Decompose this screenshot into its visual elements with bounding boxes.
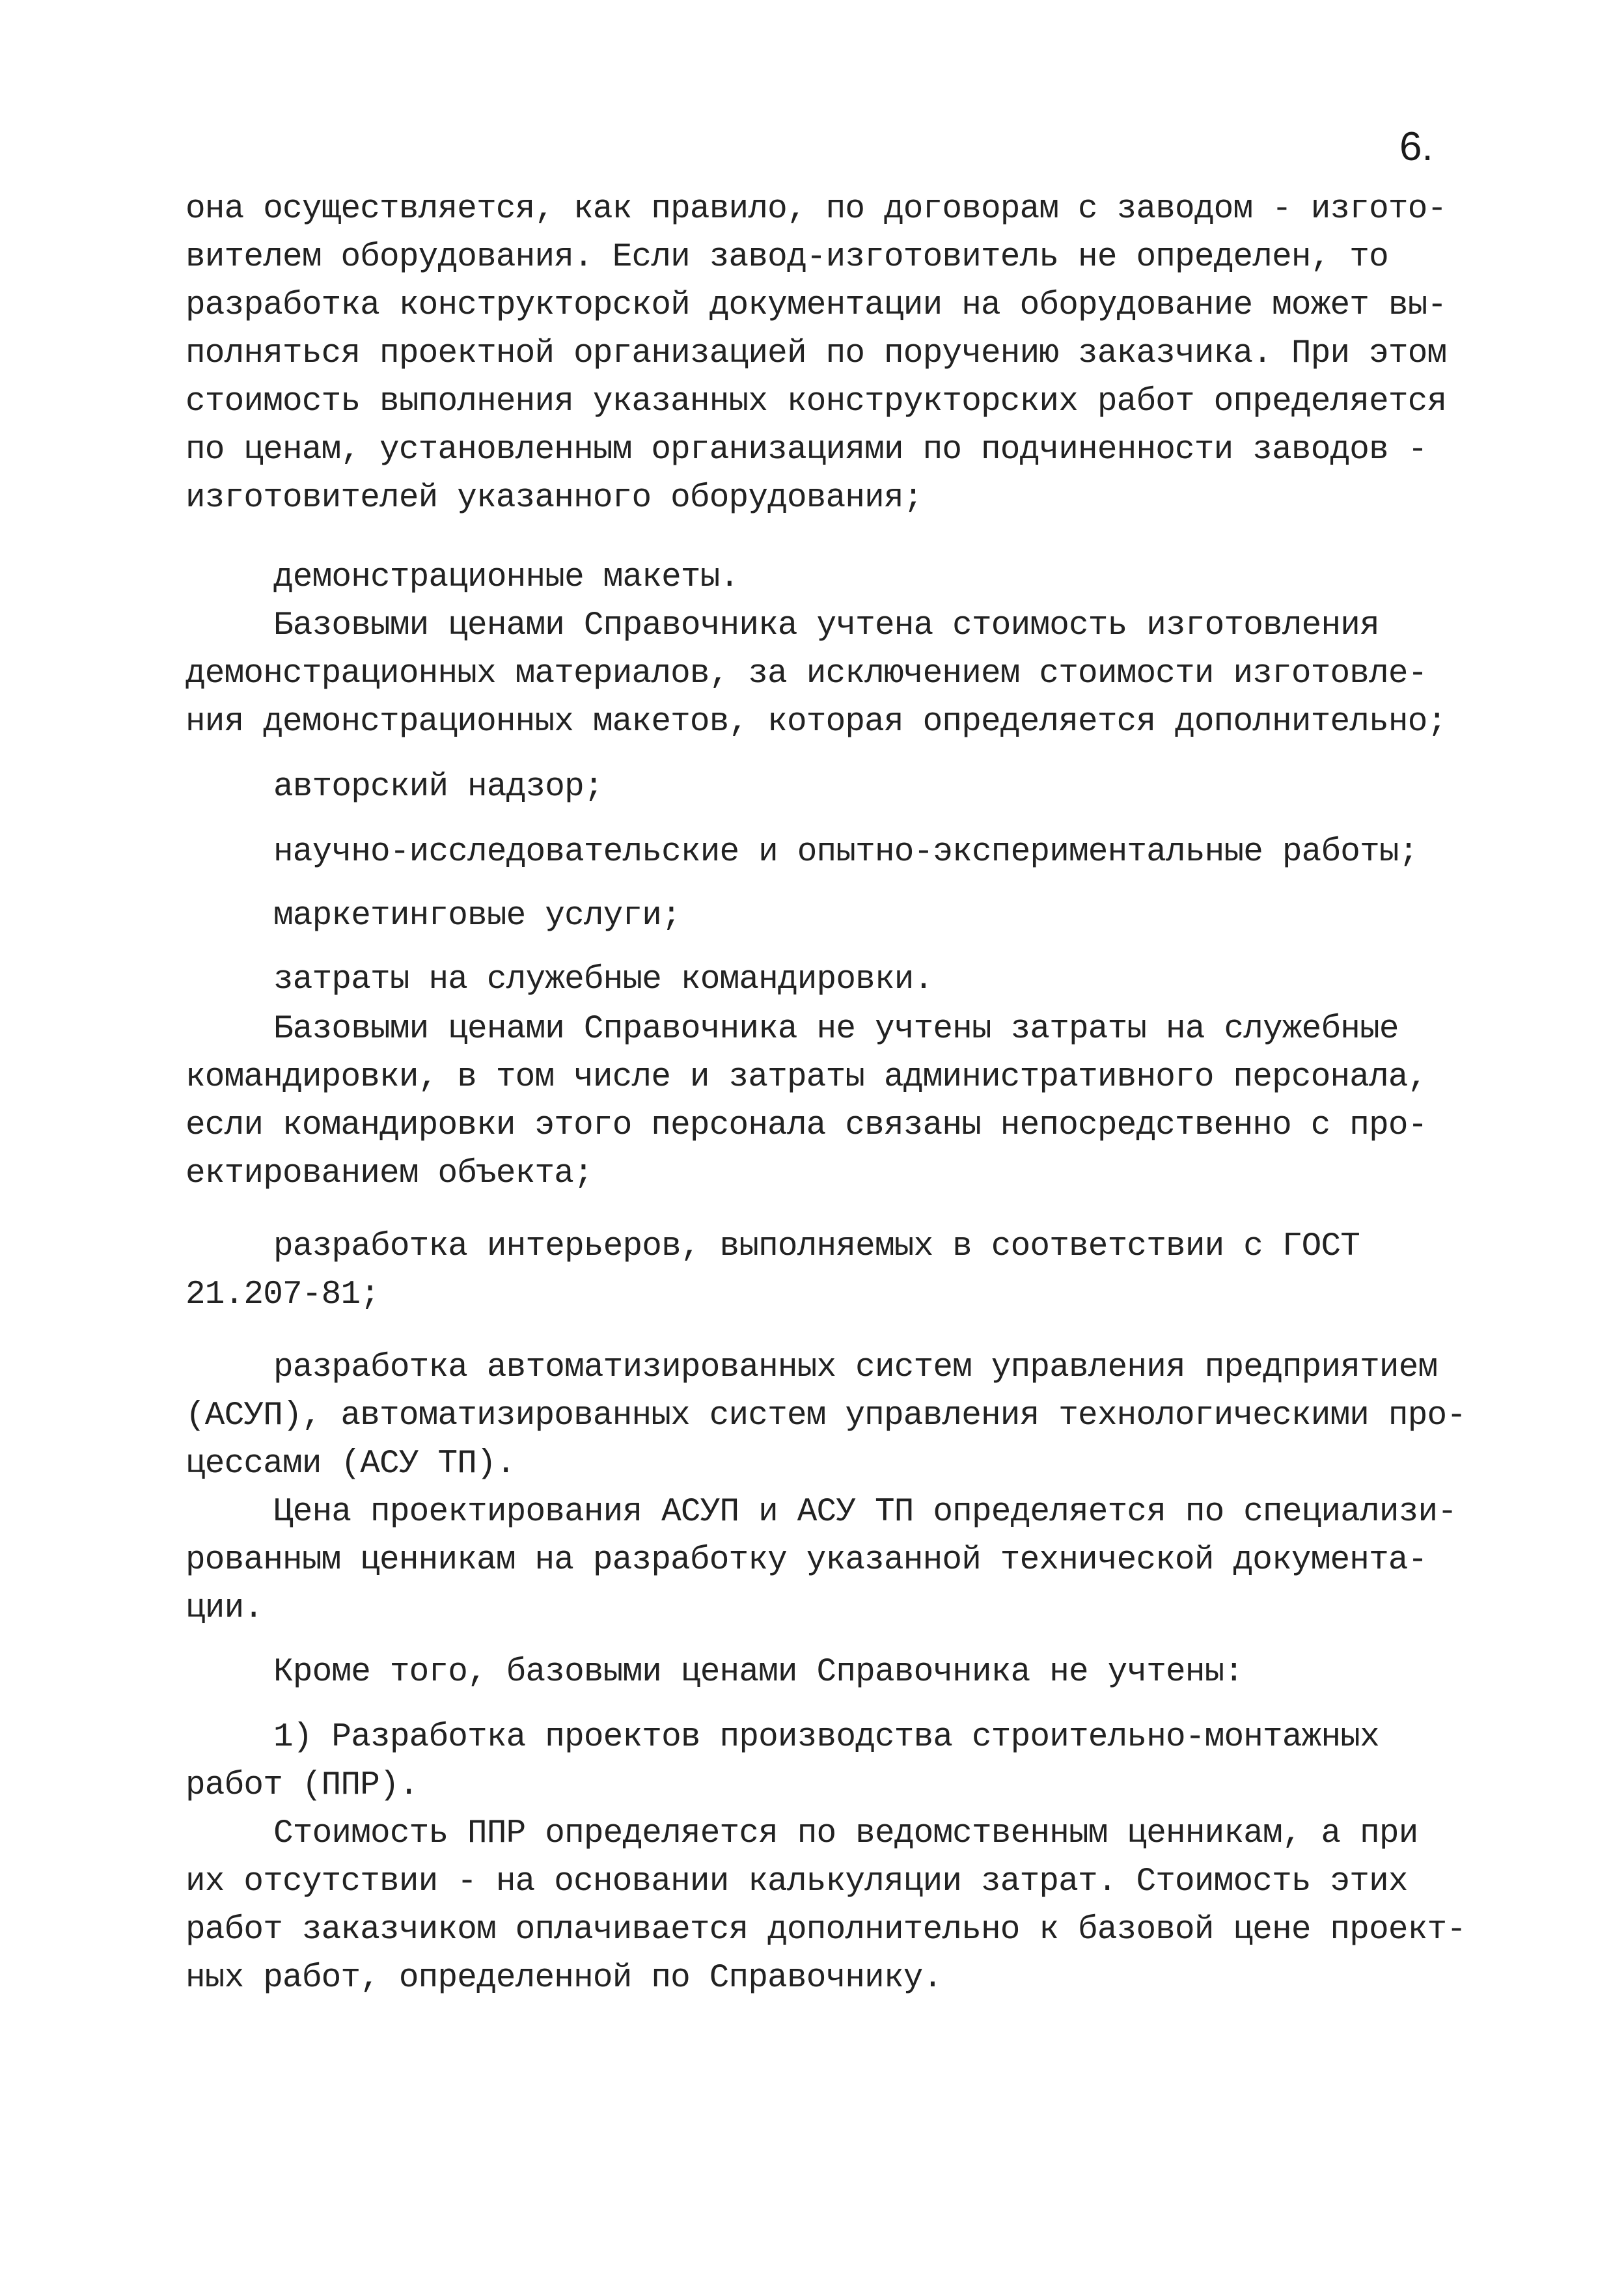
text-line: Базовыми ценами Справочника учтена стоимость изготовления	[273, 607, 1379, 644]
text-line: демонстрационных материалов, за исключением стоимости изготовле-	[186, 655, 1427, 692]
text-line: вителем оборудования. Если завод-изготовитель не определен, то	[186, 239, 1388, 276]
text-line: 1) Разработка проектов производства строительно-монтажных	[273, 1719, 1379, 1756]
text-line: Кроме того, базовыми ценами Справочника не учтены:	[273, 1654, 1244, 1691]
text-line: работ заказчиком оплачивается дополнительно к базовой цене проект-	[186, 1912, 1466, 1949]
text-line: Базовыми ценами Справочника не учтены затраты на служебные	[273, 1011, 1399, 1048]
text-line: командировки, в том числе и затраты административного персонала,	[186, 1059, 1427, 1096]
text-line: авторский надзор;	[273, 769, 603, 806]
text-line: она осуществляется, как правило, по договорам с заводом - изгото-	[186, 191, 1447, 228]
page-number: 6.	[1399, 124, 1433, 169]
text-line: Стоимость ППР определяется по ведомственным ценникам, а при	[273, 1815, 1418, 1852]
text-line: маркетинговые услуги;	[273, 898, 681, 935]
text-line: полняться проектной организацией по поручению заказчика. При этом	[186, 335, 1447, 372]
text-line: рованным ценникам на разработку указанной технической документа-	[186, 1542, 1427, 1579]
text-line: ния демонстрационных макетов, которая определяется дополнительно;	[186, 704, 1447, 741]
text-line: демонстрационные макеты.	[273, 559, 739, 596]
text-line: изготовителей указанного оборудования;	[186, 480, 923, 517]
text-line: 21.207-81;	[186, 1276, 380, 1313]
text-line: Цена проектирования АСУП и АСУ ТП определяется по специализи-	[273, 1494, 1457, 1531]
text-line: по ценам, установленным организациями по подчиненности заводов -	[186, 432, 1427, 469]
text-line: ных работ, определенной по Справочнику.	[186, 1960, 943, 1997]
text-line: стоимость выполнения указанных конструкторских работ определяется	[186, 383, 1447, 420]
text-line: цессами (АСУ ТП).	[186, 1446, 516, 1483]
text-line: (АСУП), автоматизированных систем управления технологическими про-	[186, 1397, 1466, 1434]
text-line: если командировки этого персонала связаны непосредственно с про-	[186, 1107, 1427, 1144]
text-line: работ (ППР).	[186, 1767, 419, 1804]
text-line: ектированием объекта;	[186, 1155, 593, 1192]
text-line: разработка конструкторской документации на оборудование может вы-	[186, 287, 1447, 324]
text-line: разработка автоматизированных систем управления предприятием	[273, 1349, 1438, 1386]
text-line: разработка интерьеров, выполняемых в соответствии с ГОСТ	[273, 1228, 1360, 1265]
text-line: их отсутствии - на основании калькуляции затрат. Стоимость этих	[186, 1863, 1408, 1900]
text-line: ции.	[186, 1590, 264, 1627]
text-line: научно-исследовательские и опытно-экспериментальные работы;	[273, 834, 1418, 871]
text-line: затраты на служебные командировки.	[273, 961, 933, 998]
